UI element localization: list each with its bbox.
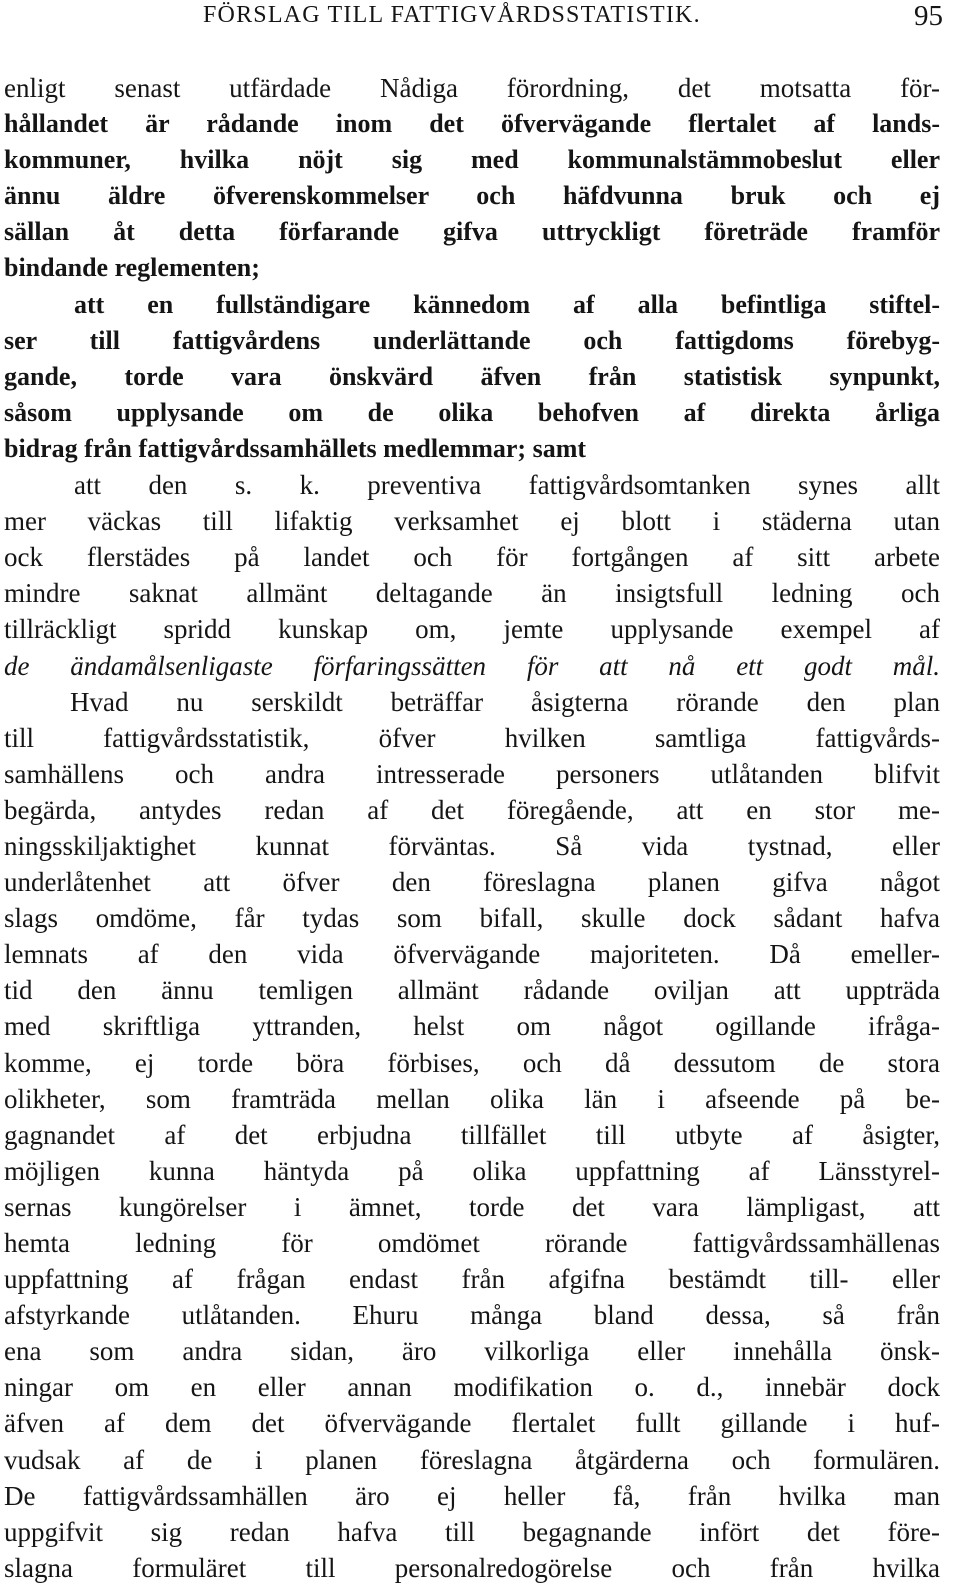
text-line: begärda, antydes redan af det föregående, att en stor me- [4,794,940,825]
text-line: mindre saknat allmänt deltagande än insigtsfull ledning och [4,578,940,609]
text-line: mer väckas till lifaktig verksamhet ej blott i städerna utan [4,506,940,537]
text-line: gagnandet af det erbjudna tillfället till utbyte af åsigter, [4,1119,940,1150]
running-head: FÖRSLAG TILL FATTIGVÅRDSSTATISTIK. [203,2,701,28]
text-line: ena som andra sidan, äro vilkorliga eller innehålla önsk- [4,1336,940,1367]
text-line: med skriftliga yttranden, helst om något ogillande ifråga- [4,1011,940,1042]
text-line: vudsak af de i planen föreslagna åtgärderna och formulären. [4,1444,940,1475]
text-line: tillräckligt spridd kunskap om, jemte upplysande exempel af [4,614,940,645]
text-line: slagna formuläret till personalredogörelse och från hvilka [4,1552,940,1583]
text-line: Hvad nu serskildt beträffar åsigterna rörande den plan [70,686,940,717]
text-line: äfven af dem det öfvervägande flertalet fullt gillande i huf- [4,1408,940,1439]
text-line: uppfattning af frågan endast från afgifna bestämdt till- eller [4,1264,940,1295]
text-line: ännu äldre öfverenskommelser och häfdvunna bruk och ej [4,181,940,211]
text-line: underlåtenhet att öfver den föreslagna planen gifva något [4,867,940,898]
text-line: att den s. k. preventiva fattigvårdsomtanken synes allt [74,470,940,501]
text-line: ser till fattigvårdens underlättande och fattigdoms förebyg- [4,325,940,355]
text-line: De fattigvårdssamhällen äro ej heller få, från hvilka man [4,1480,940,1511]
text-line: uppgifvit sig redan hafva till begagnande infört det före- [4,1516,940,1547]
text-line: olikheter, som framträda mellan olika län i afseende på be- [4,1083,940,1114]
text-line: samhällens och andra intresserade personers utlåtanden blifvit [4,758,940,789]
page-header [0,0,960,44]
text-line: sernas kungörelser i ämnet, torde det vara lämpligast, att [4,1191,940,1222]
page-number: 95 [914,0,943,32]
text-line: lemnats af den vida öfvervägande majoriteten. Då emeller- [4,939,940,970]
text-line: såsom upplysande om de olika behofven af direkta årliga [4,397,940,427]
text-line: att en fullständigare kännedom af alla befintliga stiftel- [74,289,940,319]
text-line: tid den ännu temligen allmänt rådande oviljan att uppträda [4,975,940,1006]
text-line: ock flerstädes på landet och för fortgången af sitt arbete [4,542,940,573]
text-line: kommuner, hvilka nöjt sig med kommunalstämmobeslut eller [4,145,940,175]
text-line: enligt senast utfärdade Nådiga förordning, det motsatta för- [4,73,940,103]
text-line: hållandet är rådande inom det öfvervägande flertalet af lands- [4,109,940,139]
text-line: ningsskiljaktighet kunnat förväntas. Så vida tystnad, eller [4,830,940,861]
text-line: bindande reglementen; [4,253,260,283]
text-line: de ändamålsenligaste förfaringssätten för att nå ett godt mål. [4,650,940,681]
text-line: hemta ledning för omdömet rörande fattigvårdssamhällenas [4,1228,940,1258]
text-line: slags omdöme, får tydas som bifall, skulle dock sådant hafva [4,903,940,934]
text-line: sällan åt detta förfarande gifva uttryckligt företräde framför [4,217,940,247]
text-line: afstyrkande utlåtanden. Ehuru många bland dessa, så från [4,1300,940,1331]
text-line: komme, ej torde böra förbises, och då dessutom de stora [4,1047,940,1078]
text-line: till fattigvårdsstatistik, öfver hvilken samtliga fattigvårds- [4,722,940,753]
text-line: möjligen kunna häntyda på olika uppfattning af Länsstyrel- [4,1155,940,1186]
text-line: gande, torde vara önskvärd äfven från statistisk synpunkt, [4,361,940,391]
text-line: bidrag från fattigvårdssamhällets medlemmar; samt [4,433,587,463]
text-line: ningar om en eller annan modifikation o. d., innebär dock [4,1372,940,1403]
body-text [4,70,940,1586]
